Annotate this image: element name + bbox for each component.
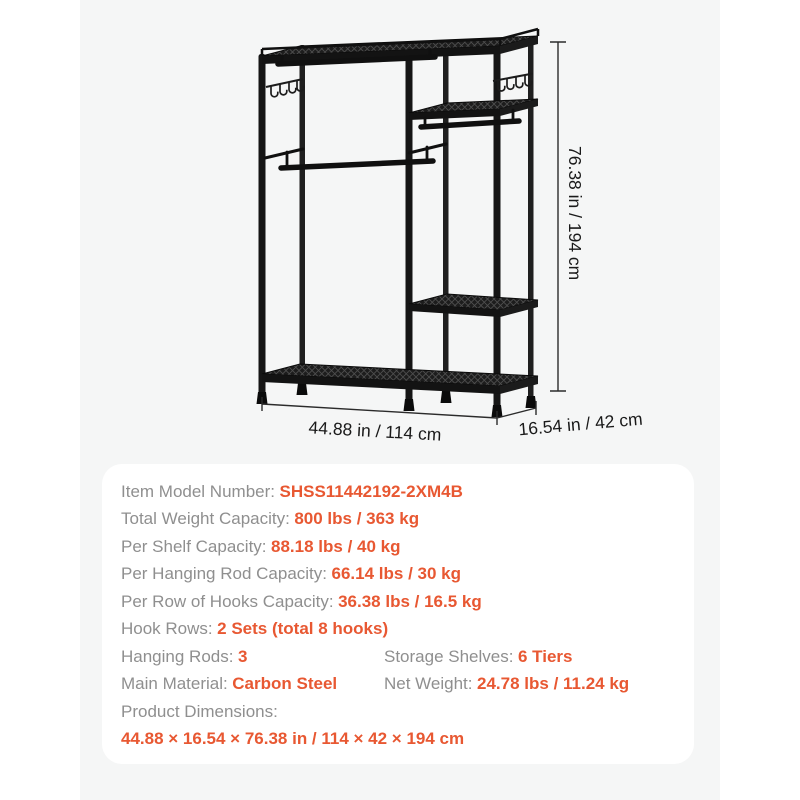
spec-cell [121, 647, 384, 667]
left-hook-row [266, 79, 304, 97]
right-middle-shelf [409, 294, 538, 317]
spec-row-total-capacity [121, 506, 694, 534]
depth-dimension-label: 16.54 in / 42 cm [517, 408, 644, 440]
spec-value: 3 [237, 646, 248, 666]
spec-label: Per Row of Hooks Capacity: [121, 591, 334, 611]
spec-value: 24.78 lbs / 11.24 kg [477, 674, 630, 694]
spec-label: Net Weight: [384, 674, 473, 694]
rack-front-posts [259, 45, 501, 417]
spec-label: Item Model Number: [121, 481, 275, 501]
spec-label: Product Dimensions: [121, 701, 278, 721]
spec-row-hooks-capacity [121, 588, 694, 616]
spec-value: 88.18 lbs / 40 kg [271, 536, 401, 556]
spec-cell [384, 647, 694, 667]
spec-label: Hanging Rods: [121, 646, 234, 666]
spec-cell [384, 674, 694, 694]
spec-row-shelf-capacity [121, 533, 694, 561]
spec-value: 44.88 × 16.54 × 76.38 in / 114 × 42 × 194 cm [121, 729, 465, 749]
spec-row-rods-shelves [121, 643, 694, 671]
spec-label: Main Material: [121, 674, 228, 694]
spec-row-hook-rows [121, 616, 694, 644]
spec-value: 6 Tiers [517, 646, 573, 666]
spec-label: Total Weight Capacity: [121, 509, 290, 529]
width-dimension-label: 44.88 in / 114 cm [308, 417, 442, 445]
spec-value: 800 lbs / 363 kg [294, 509, 420, 529]
spec-value: 66.14 lbs / 30 kg [331, 564, 461, 584]
spec-label: Per Hanging Rod Capacity: [121, 564, 328, 584]
spec-row-dimensions-label [121, 698, 694, 726]
height-dimension-label: 76.38 in / 194 cm [565, 146, 585, 281]
spec-row-dimensions-value [121, 726, 694, 754]
spec-label: Per Shelf Capacity: [121, 536, 267, 556]
spec-row-material-weight [121, 671, 694, 699]
spec-value: Carbon Steel [232, 674, 338, 694]
right-upper-shelf [409, 99, 538, 120]
spec-row-model [121, 478, 694, 506]
spec-value: 36.38 lbs / 16.5 kg [338, 591, 482, 611]
spec-label: Hook Rows: [121, 619, 213, 639]
spec-cell [121, 674, 384, 694]
spec-card [102, 464, 694, 764]
spec-row-rod-capacity [121, 561, 694, 589]
spec-label: Storage Shelves: [384, 646, 514, 666]
spec-value: SHSS11442192-2XM4B [279, 481, 463, 501]
spec-value: 2 Sets (total 8 hooks) [217, 619, 389, 639]
